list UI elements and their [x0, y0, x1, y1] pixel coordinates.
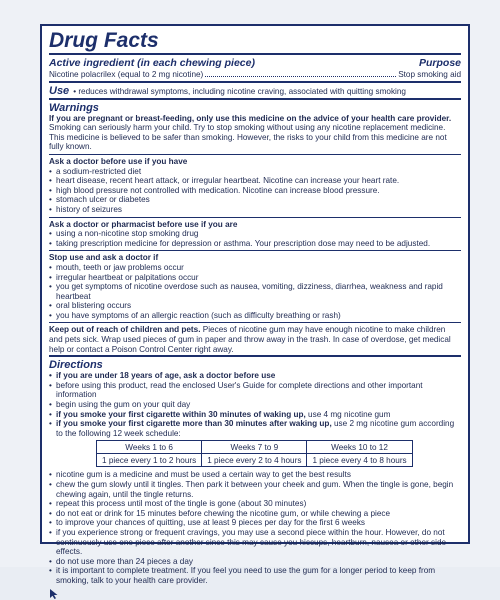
list-item: • begin using the gum on your quit day [49, 400, 461, 410]
direction-bold: if you smoke your first cigarette more than 30 minutes after waking up, [56, 419, 332, 429]
table-row [97, 441, 413, 454]
list-item: • if you are under 18 years of age, ask a doctor before use [49, 371, 461, 381]
active-ingredient-row [49, 69, 461, 80]
divider [49, 53, 461, 55]
stop-use-list [49, 263, 461, 321]
active-ingredient-heading: Active ingredient (in each chewing piece) [49, 57, 255, 69]
pregnancy-warning-text: Smoking can seriously harm your child. Try to stop smoking without using any nicotine replacement medicine. This medicine is believed to be safer than smoking. However, the risks to your child from this medicine are not fully known. [49, 123, 447, 152]
list-item: • do not eat or drink for 15 minutes before chewing the nicotine gum, or while chewing a piece [49, 509, 461, 519]
list-item: • mouth, teeth or jaw problems occur [49, 263, 461, 273]
ask-pharmacist-heading: Ask a doctor or pharmacist before use if you are [49, 219, 238, 229]
divider [49, 355, 461, 357]
directions-list [49, 371, 461, 438]
direction-bold: if you smoke your first cigarette within 30 minutes of waking up, [56, 409, 306, 419]
active-ingredient-purpose: Stop smoking aid [398, 70, 461, 79]
keep-out-of-reach-text: Pieces of nicotine gum may have enough nicotine to make children and pets sick. Wrap used pieces of gum in paper and throw away in the trash. In case of overdose, get medical help or contact a Poison Control Center right away. [49, 325, 451, 354]
list-item: • repeat this process until most of the tingle is gone (about 30 minutes) [49, 499, 461, 509]
list-item: • you have symptoms of an allergic reaction (such as difficulty breathing or rash) [49, 311, 461, 321]
list-item: • before using this product, read the enclosed User's Guide for complete directions and other important information [49, 381, 461, 400]
active-ingredient-header [49, 57, 461, 69]
schedule-week-cell: Weeks 10 to 12 [307, 441, 412, 454]
panel-title: Drug Facts [49, 29, 159, 52]
divider [49, 217, 461, 218]
use-text: • reduces withdrawal symptoms, including nicotine craving, associated with quitting smoking [73, 86, 406, 96]
directions-list-continued [49, 470, 461, 585]
schedule-dose-cell: 1 piece every 1 to 2 hours [97, 454, 202, 467]
list-item: • nicotine gum is a medicine and must be used a certain way to get the best results [49, 470, 461, 480]
table-row [97, 454, 413, 467]
active-ingredient-name: Nicotine polacrilex (equal to 2 mg nicotine) [49, 70, 204, 79]
leader-dots [205, 69, 396, 77]
list-item: • history of seizures [49, 205, 461, 215]
list-item: • do not use more than 24 pieces a day [49, 557, 461, 567]
list-item: • a sodium-restricted diet [49, 167, 461, 177]
pregnancy-warning-bold: If you are pregnant or breast-feeding, only use this medicine on the advice of your health care provider. [49, 113, 452, 123]
list-item: • high blood pressure not controlled with medication. Nicotine can increase blood pressure. [49, 186, 461, 196]
keep-out-of-reach [49, 325, 461, 354]
use-heading: Use [49, 84, 70, 97]
dosing-schedule-table [96, 440, 413, 467]
list-item [49, 419, 461, 438]
ask-doctor-list [49, 167, 461, 215]
divider [49, 98, 461, 100]
divider [49, 322, 461, 323]
direction-text: use 2 mg nicotine gum according to the following 12 week schedule: [56, 419, 455, 438]
continued-arrow-icon [49, 588, 61, 600]
list-item: • irregular heartbeat or palpitations occur [49, 273, 461, 283]
keep-out-of-reach-bold: Keep out of reach of children and pets. [49, 325, 201, 335]
use-section [49, 85, 461, 97]
list-item: • taking prescription medicine for depression or asthma. Your prescription dose may need to be adjusted. [49, 239, 461, 249]
divider [49, 81, 461, 83]
purpose-heading: Purpose [418, 57, 461, 69]
directions-heading: Directions [49, 359, 103, 372]
list-item: • heart disease, recent heart attack, or irregular heartbeat. Nicotine can increase your heart rate. [49, 176, 461, 186]
schedule-dose-cell: 1 piece every 4 to 8 hours [307, 454, 412, 467]
divider [49, 154, 461, 155]
list-item: • using a non-nicotine stop smoking drug [49, 229, 461, 239]
list-item: • chew the gum slowly until it tingles. Then park it between your cheek and gum. When the tingle is gone, begin chewing again, until the tingle returns. [49, 480, 461, 499]
direction-text: use 4 mg nicotine gum [308, 409, 391, 419]
list-item [49, 410, 461, 420]
list-item: • stomach ulcer or diabetes [49, 195, 461, 205]
ask-pharmacist-list [49, 229, 461, 248]
list-item: • to improve your chances of quitting, use at least 9 pieces per day for the first 6 weeks [49, 518, 461, 528]
list-item: • oral blistering occurs [49, 301, 461, 311]
drug-facts-panel [40, 24, 470, 585]
list-item: • if you experience strong or frequent cravings, you may use a second piece within the hour. However, do not continuously use one piece after another since this may cause you hiccups, heartburn, nausea or other side effects. [49, 528, 461, 557]
schedule-dose-cell: 1 piece every 2 to 4 hours [202, 454, 307, 467]
list-item: • you get symptoms of nicotine overdose such as nausea, vomiting, dizziness, diarrhea, weakness and rapid heartbeat [49, 282, 461, 301]
schedule-week-cell: Weeks 7 to 9 [202, 441, 307, 454]
schedule-week-cell: Weeks 1 to 6 [97, 441, 202, 454]
stop-use-heading: Stop use and ask a doctor if [49, 253, 159, 263]
list-item: • it is important to complete treatment. If you feel you need to use the gum for a longer period to keep from smoking, talk to your health care provider. [49, 566, 461, 585]
warnings-heading: Warnings [49, 101, 99, 114]
ask-doctor-heading: Ask a doctor before use if you have [49, 156, 188, 166]
divider [49, 250, 461, 251]
